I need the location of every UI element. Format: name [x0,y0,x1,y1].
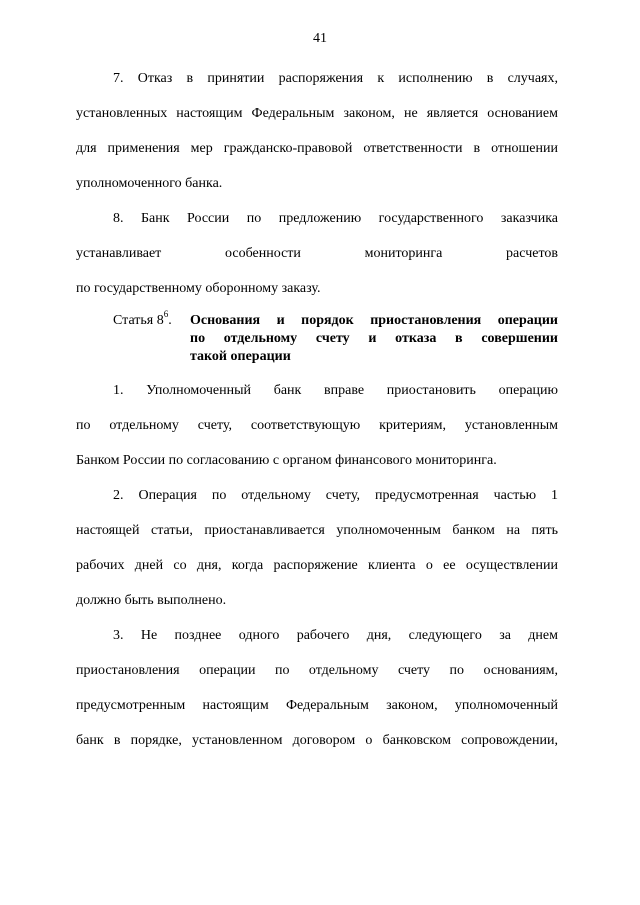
article-label-suffix: . [168,313,172,328]
paragraph-8-line-3: по государственному оборонному заказу. [76,281,321,296]
article-paragraph-2-line-1: 2. Операция по отдельному счету, предусмотренная частью 1 [113,488,558,503]
article-title-line-3: такой операции [190,349,291,364]
article-title-line-2: по отдельному счету и отказа в совершении [190,331,558,346]
paragraph-7-line-1: 7. Отказ в принятии распоряжения к исполнению в случаях, [113,71,558,86]
paragraph-7-line-2: установленных настоящим Федеральным законом, не является основанием [76,106,558,121]
article-paragraph-1-line-3: Банком России по согласованию с органом финансового мониторинга. [76,453,497,468]
page-number: 41 [313,31,327,46]
paragraph-8-line-2: устанавливает особенности мониторинга расчетов [76,246,558,261]
article-paragraph-2-line-4: должно быть выполнено. [76,593,227,608]
article-label [113,309,172,330]
article-label-superscript: 6 [163,309,169,320]
article-paragraph-3-line-2: приостановления операции по отдельному счету по основаниям, [76,663,558,678]
article-paragraph-1-line-2: по отдельному счету, соответствующую критериям, установленным [76,418,558,433]
article-paragraph-3-line-1: 3. Не позднее одного рабочего дня, следующего за днем [113,628,558,643]
article-paragraph-3-line-4: банк в порядке, установленном договором о банковском сопровождении, [76,733,558,748]
article-paragraph-1-line-1: 1. Уполномоченный банк вправе приостановить операцию [113,383,558,398]
article-paragraph-3-line-3: предусмотренным настоящим Федеральным законом, уполномоченный [76,698,558,713]
article-title-line-1: Основания и порядок приостановления операции [190,313,558,328]
article-label-prefix: Статья 8 [113,313,164,328]
paragraph-7-line-3: для применения мер гражданско-правовой ответственности в отношении [76,141,558,156]
article-paragraph-2-line-2: настоящей статьи, приостанавливается уполномоченным банком на пять [76,523,558,538]
paragraph-8-line-1: 8. Банк России по предложению государственного заказчика [113,211,558,226]
paragraph-7-line-4: уполномоченного банка. [76,176,223,191]
article-paragraph-2-line-3: рабочих дней со дня, когда распоряжение клиента о ее осуществлении [76,558,558,573]
